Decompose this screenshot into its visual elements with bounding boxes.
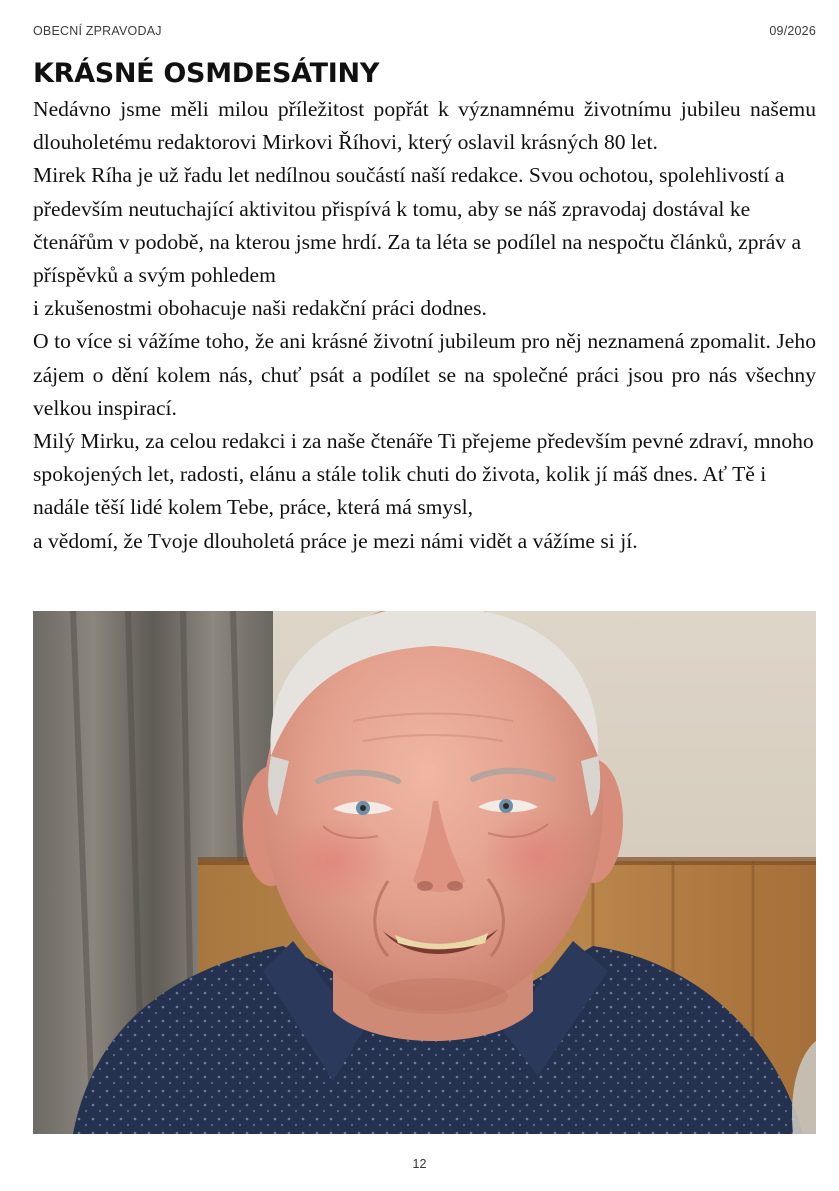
issue-number: 09/2026 — [769, 24, 816, 38]
article-body — [33, 93, 816, 558]
article-paragraph: a vědomí, že Tvoje dlouholetá práce je mezi námi vidět a vážíme si jí. — [33, 528, 638, 553]
publication-name: OBECNÍ ZPRAVODAJ — [33, 24, 162, 38]
page-header — [33, 24, 816, 42]
article-paragraph: Nedávno jsme měli milou příležitost popřát k významnému životnímu jubileu našemu dlouholetému redaktorovi Mirkovi Říhovi, který oslavil krásných 80 let. — [33, 97, 816, 155]
portrait-photo — [33, 611, 816, 1134]
article-title: KRÁSNÉ OSMDESÁTINY — [33, 58, 380, 89]
article-paragraph: i zkušenostmi obohacuje naši redakční práci dodnes. — [33, 296, 487, 321]
page-number: 12 — [412, 1157, 427, 1171]
article-paragraph: Milý Mirku, za celou redakci i za naše čtenáře Ti přejeme především pevné zdraví, mnoho spokojených let, radosti, elánu a stále tolik chuti do života, kolik jí máš dnes. Ať Tě i nadále těší lidé kolem Tebe, práce, která má smysl, — [33, 429, 814, 520]
article-paragraph: Mirek Ríha je už řadu let nedílnou součástí naší redakce. Svou ochotou, spolehlivostí a především neutuchající aktivitou přispívá k tomu, aby se náš zpravodaj dostával ke čtenářům v podobě, na kterou jsme hrdí. Za ta léta se podílel na nespočtu článků, zpráv a příspěvků a svým pohledem — [33, 163, 802, 288]
article-paragraph: O to více si vážíme toho, že ani krásné životní jubileum pro něj neznamená zpomalit. Jeho zájem o dění kolem nás, chuť psát a podílet se na společné práci jsou pro nás všechny velkou inspirací. — [33, 329, 816, 420]
